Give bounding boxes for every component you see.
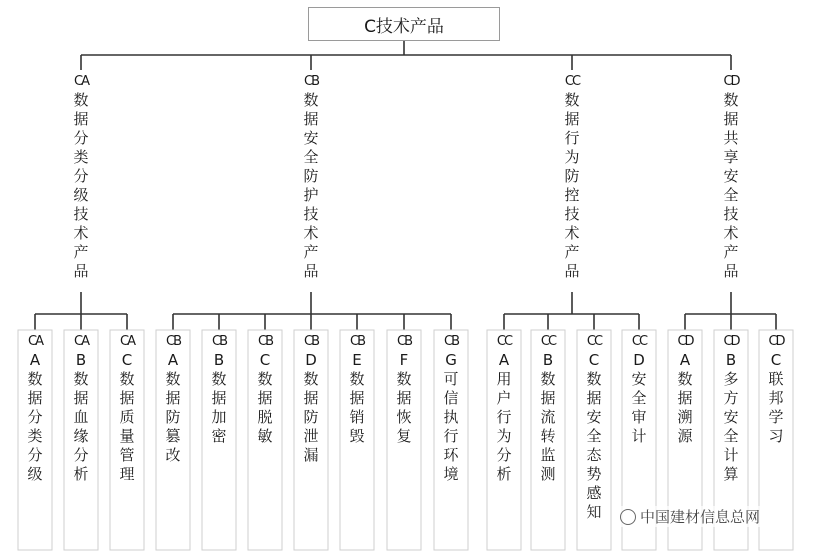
level2-node-cbb	[209, 332, 229, 446]
level2-code: CB	[212, 334, 226, 349]
level2-node-cdb	[721, 332, 741, 484]
level2-code: CC	[631, 334, 647, 349]
level1-node-cd	[721, 72, 741, 281]
level2-node-cbg	[441, 332, 461, 484]
level2-label: 数 据 质 量 管 理	[119, 370, 135, 483]
level2-label: 数 据 防 泄 漏	[303, 370, 319, 464]
level2-node-cca	[494, 332, 514, 484]
level2-node-cbd	[301, 332, 321, 465]
level2-letter: C	[259, 351, 271, 369]
level2-label: 可 信 执 行 环 境	[443, 370, 459, 483]
level2-node-cbf	[394, 332, 414, 446]
level2-label: 数 据 防 篡 改	[165, 370, 181, 464]
level2-label: 数 据 脱 敏	[257, 370, 273, 445]
level2-label: 用 户 行 为 分 析	[496, 370, 512, 483]
level2-node-caa	[25, 332, 45, 484]
level2-code: CD	[768, 334, 784, 349]
level1-code: CD	[723, 74, 739, 89]
level2-code: CA	[74, 334, 88, 349]
level2-letter: F	[399, 351, 409, 369]
level2-letter: C	[121, 351, 133, 369]
level2-label: 多 方 安 全 计 算	[723, 370, 739, 483]
level2-code: CB	[258, 334, 272, 349]
level2-code: CB	[350, 334, 364, 349]
level2-code: CB	[166, 334, 180, 349]
root-label: C技术产品	[364, 16, 444, 37]
level2-node-cba	[163, 332, 183, 465]
level2-label: 数 据 溯 源	[677, 370, 693, 445]
level2-code: CA	[28, 334, 42, 349]
watermark-text: 中国建材信息总网	[640, 508, 761, 526]
level2-code: CB	[397, 334, 411, 349]
level2-letter: A	[167, 351, 179, 369]
level2-node-cdc	[766, 332, 786, 446]
level1-label: 数 据 安 全 防 护 技 术 产 品	[303, 91, 319, 280]
level2-code: CC	[540, 334, 556, 349]
level2-letter: A	[679, 351, 691, 369]
level2-letter: E	[352, 351, 362, 369]
level2-code: CC	[586, 334, 602, 349]
level2-label: 数 据 安 全 态 势 感 知	[586, 370, 602, 521]
level1-node-cc	[562, 72, 582, 281]
level2-node-cab	[71, 332, 91, 484]
level2-code: CB	[444, 334, 458, 349]
level2-node-cbc	[255, 332, 275, 446]
level2-code: CD	[723, 334, 739, 349]
level1-node-ca	[71, 72, 91, 281]
root-node	[308, 7, 500, 41]
watermark	[620, 506, 760, 527]
level2-code: CA	[120, 334, 134, 349]
level2-letter: B	[542, 351, 554, 369]
level1-label: 数 据 共 享 安 全 技 术 产 品	[723, 91, 739, 280]
level2-letter: C	[588, 351, 600, 369]
level2-letter: C	[770, 351, 782, 369]
level2-label: 数 据 销 毁	[349, 370, 365, 445]
level2-label: 数 据 流 转 监 测	[540, 370, 556, 483]
level2-letter: B	[213, 351, 225, 369]
level2-label: 数 据 血 缘 分 析	[73, 370, 89, 483]
wechat-icon	[620, 509, 636, 525]
level1-code: CA	[74, 74, 88, 89]
level2-letter: A	[29, 351, 41, 369]
level1-label: 数 据 分 类 分 级 技 术 产 品	[73, 91, 89, 280]
level2-code: CB	[304, 334, 318, 349]
level2-node-cda	[675, 332, 695, 446]
level2-letter: D	[633, 351, 645, 369]
level2-letter: B	[75, 351, 87, 369]
level2-label: 安 全 审 计	[631, 370, 647, 445]
level2-letter: B	[725, 351, 737, 369]
level2-letter: A	[498, 351, 510, 369]
level2-node-ccb	[538, 332, 558, 484]
level2-label: 数 据 分 类 分 级	[27, 370, 43, 483]
level2-label: 数 据 恢 复	[396, 370, 412, 445]
level2-code: CD	[677, 334, 693, 349]
level2-node-cbe	[347, 332, 367, 446]
level2-node-ccd	[629, 332, 649, 446]
level2-node-ccc	[584, 332, 604, 522]
level1-node-cb	[301, 72, 321, 281]
level2-label: 联 邦 学 习	[768, 370, 784, 445]
level2-node-cac	[117, 332, 137, 484]
level1-label: 数 据 行 为 防 控 技 术 产 品	[564, 91, 580, 280]
level2-code: CC	[496, 334, 512, 349]
level2-letter: G	[445, 351, 457, 369]
level1-code: CB	[304, 74, 318, 89]
level2-letter: D	[305, 351, 317, 369]
level1-code: CC	[564, 74, 580, 89]
level2-label: 数 据 加 密	[211, 370, 227, 445]
